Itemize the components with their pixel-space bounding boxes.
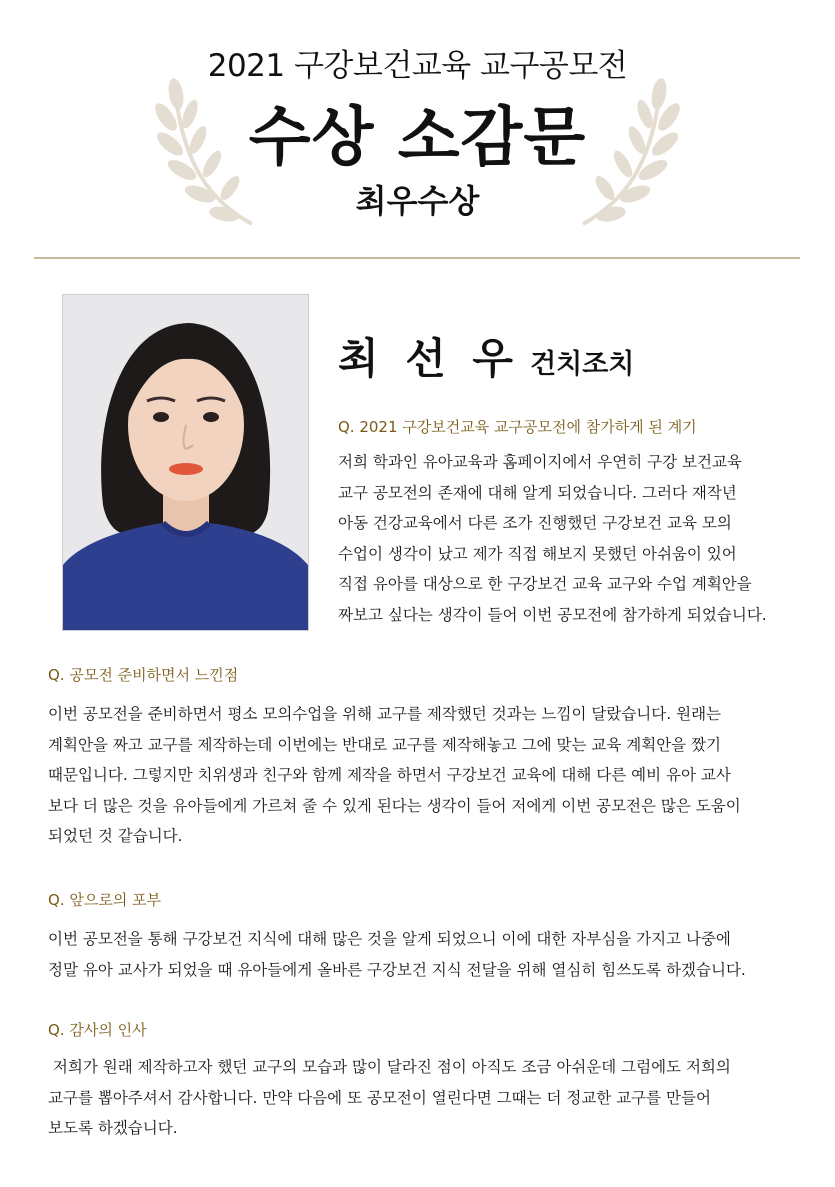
answer-line: 아동 건강교육에서 다른 조가 진행했던 구강보건 교육 모의 bbox=[338, 514, 732, 532]
answer-line: 저희가 원래 제작하고자 했던 교구의 모습과 많이 달라진 점이 아직도 조금 아쉬운데 그럼에도 저희의 bbox=[48, 1058, 731, 1076]
answer-line: 짜보고 싶다는 생각이 들어 이번 공모전에 참가하게 되었습니다. bbox=[338, 605, 767, 624]
answer-line: 정말 유아 교사가 되었을 때 유아들에게 올바른 구강보건 지식 전달을 위해 열심히 힘쓰도록 하겠습니다. bbox=[48, 960, 746, 979]
header-divider bbox=[34, 257, 800, 259]
answer-preparation bbox=[48, 699, 741, 852]
answer-aspiration bbox=[48, 924, 746, 985]
answer-line: 때문입니다. 그렇지만 치위생과 친구와 함께 제작을 하면서 구강보건 교육에 대해 다른 예비 유아 교사 bbox=[48, 766, 731, 784]
answer-line: 보도록 하겠습니다. bbox=[48, 1119, 178, 1137]
answer-line: 보다 더 많은 것을 유아들에게 가르쳐 줄 수 있게 된다는 생각이 들어 저에게 이번 공모전은 많은 도움이 bbox=[48, 796, 741, 815]
answer-line: 저희 학과인 유아교육과 홈페이지에서 우연히 구강 보건교육 bbox=[338, 453, 742, 471]
person-portrait-icon bbox=[63, 295, 308, 630]
answer-line: 직접 유아를 대상으로 한 구강보건 교육 교구와 수업 계획안을 bbox=[338, 575, 752, 593]
contest-title: 2021 구강보건교육 교구공모전 bbox=[207, 48, 628, 84]
header bbox=[0, 0, 835, 260]
team-name: 건치조치 bbox=[530, 349, 635, 380]
award-name: 최우수상 bbox=[355, 182, 480, 220]
question-preparation: Q. 공모전 준비하면서 느낀점 bbox=[48, 666, 239, 684]
page-title: 수상 소감문 bbox=[248, 101, 587, 175]
answer-line: 교구 공모전의 존재에 대해 알게 되었습니다. 그러다 재작년 bbox=[338, 483, 737, 502]
answer-thanks bbox=[48, 1052, 731, 1144]
answer-motivation bbox=[338, 447, 767, 630]
answer-line: 계획안을 짜고 교구를 제작하는데 이번에는 반대로 교구를 제작해놓고 그에 맞는 교육 계획안을 짰기 bbox=[48, 735, 722, 754]
question-thanks: Q. 감사의 인사 bbox=[48, 1021, 147, 1039]
question-aspiration: Q. 앞으로의 포부 bbox=[48, 891, 162, 909]
winner-name: 최 선 우 bbox=[338, 334, 519, 383]
answer-line: 교구를 뽑아주셔서 감사합니다. 만약 다음에 또 공모전이 열린다면 그때는 더 정교한 교구를 만들어 bbox=[48, 1088, 711, 1107]
answer-line: 이번 공모전을 통해 구강보건 지식에 대해 많은 것을 알게 되었으니 이에 대한 자부심을 가지고 나중에 bbox=[48, 930, 731, 948]
answer-line: 이번 공모전을 준비하면서 평소 모의수업을 위해 교구를 제작했던 것과는 느낌이 달랐습니다. 원래는 bbox=[48, 705, 722, 723]
answer-line: 되었던 것 같습니다. bbox=[48, 827, 183, 845]
profile-name-row bbox=[338, 326, 634, 386]
answer-line: 수업이 생각이 났고 제가 직접 해보지 못했던 아쉬움이 있어 bbox=[338, 544, 737, 563]
question-motivation: Q. 2021 구강보건교육 교구공모전에 참가하게 된 계기 bbox=[338, 418, 697, 436]
profile-photo bbox=[62, 294, 309, 631]
